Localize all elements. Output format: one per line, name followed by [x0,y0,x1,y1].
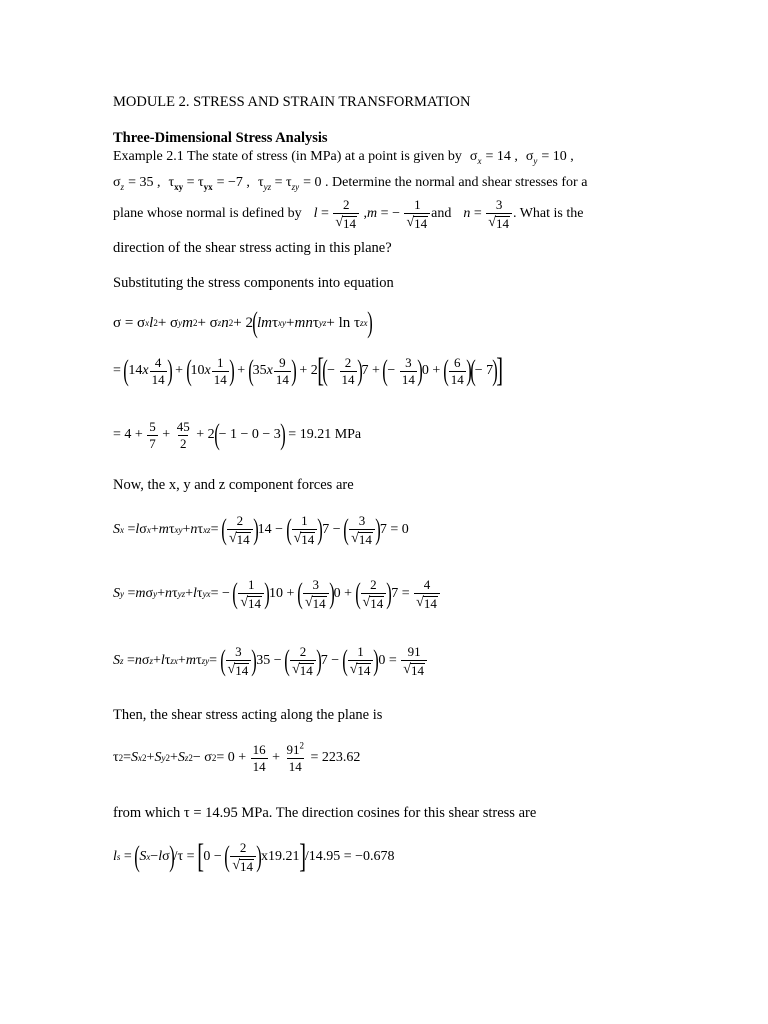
sx-equation: S x = l σ x + m τ xy + n τ xz = ( 2 √ 14 ) 14 − ( 1 √ 14 ) 7 − ( 3 √ 14 ) 7 = 0 [113,513,409,547]
example-line-4: direction of the shear stress acting in this plane? [113,240,392,256]
then-text: Then, the shear stress acting along the plane is [113,707,383,723]
normal-stress-substitution: = ( 14 x $\frac{4}{14}$ ) + ( 10 x $\frac{1}{14}$ ) + ( 35 x $\frac{9}{14}$ ) + 2 [ ( − $\frac{2}{14}$ ) 7 + ( − $\frac{3}{14}$ ) 0 + ( $\frac{6}{14}$ ) ( − 7 ) ] [113,352,504,389]
module-heading: MODULE 2. STRESS AND STRAIN TRANSFORMATION [113,94,471,110]
now-text: Now, the x, y and z component forces are [113,477,354,493]
example-line-3: plane whose normal is defined by l = 2 √ 14 , m = − 1 √ 14 and n = 3 √ 14 . What is the [113,197,584,231]
sigma-z-value: = 35 , [128,175,161,190]
normal-stress-result: = 4 + $\frac{5}{7}$ + $\frac{45}{2}$ + 2 ( − 1 − 0 − 3 ) = 19.21 MPa [113,418,362,452]
and-word: and [431,206,452,222]
tau-squared-equation: τ 2 = S x 2 + S y 2 + S z 2 − σ 2 = 0 + $\frac{16}{14}$ + $\frac{91^2}{14}$ = 223.62 [113,740,361,774]
sy-equation: S y = m σ y + n τ yz + l τ yx = − ( 1 √ 14 ) 10 + ( 3 √ 14 ) 0 + ( 2 √ 14 ) 7 = 4 √ 14 [113,578,441,610]
sx-value: = 0 [390,522,409,538]
tau-squared-value: = 223.62 [310,750,361,766]
substituting-text: Substituting the stress components into equation [113,275,394,291]
ls-multiplier: x19.21 [261,849,300,864]
normal-stress-equation: σ = σ x l 2 + σ y m 2 + σ z n 2 + 2 ( lm τ xy + mn τ yz + ln τ zx ) [113,306,373,339]
example-line-1: Example 2.1 The state of stress (in MPa) at a point is given by $\sigma_x$ = 14 , $\sigma_y$ = 10 , [113,149,574,166]
section-title: Three-Dimensional Stress Analysis [113,130,328,146]
sz-equation: S z = n σ z + l τ zx + m τ zy = ( 3 √ 14 ) 35 − ( 2 √ 14 ) 7 − ( 1 √ 14 ) 0 = 91 √ 14 [113,645,428,677]
plane-normal-text: plane whose normal is defined by [113,206,302,222]
from-which-text: from which τ = 14.95 MPa. The direction cosines for this shear stress are [113,805,537,821]
tau-xy-value: = −7 , [216,175,250,190]
ls-equation: l s = ( S x − l σ ) /τ = [ 0 − ( 2 √ 14 ) x19.21 ] /14.95 = −0.678 [113,838,395,875]
tau-yz-text: = 0 . Determine the normal and shear stresses for a [303,175,588,190]
sigma-y-value: = 10 , [541,149,574,164]
example-intro: Example 2.1 The state of stress (in MPa) at a point is given by [113,149,462,164]
normal-stress-value: = 19.21 MPa [288,427,362,443]
what-is-text: . What is the [512,206,584,222]
example-line-2: $\sigma_z$ = 35 , $\tau_{xy} = \tau_{yx}$ = −7 , $\tau_{yz} = \tau_{zy}$ = 0 . Determine the normal and shear stresses for a [113,175,588,192]
ls-value: /14.95 = −0.678 [304,849,395,864]
sigma-x-value: = 14 , [485,149,518,164]
